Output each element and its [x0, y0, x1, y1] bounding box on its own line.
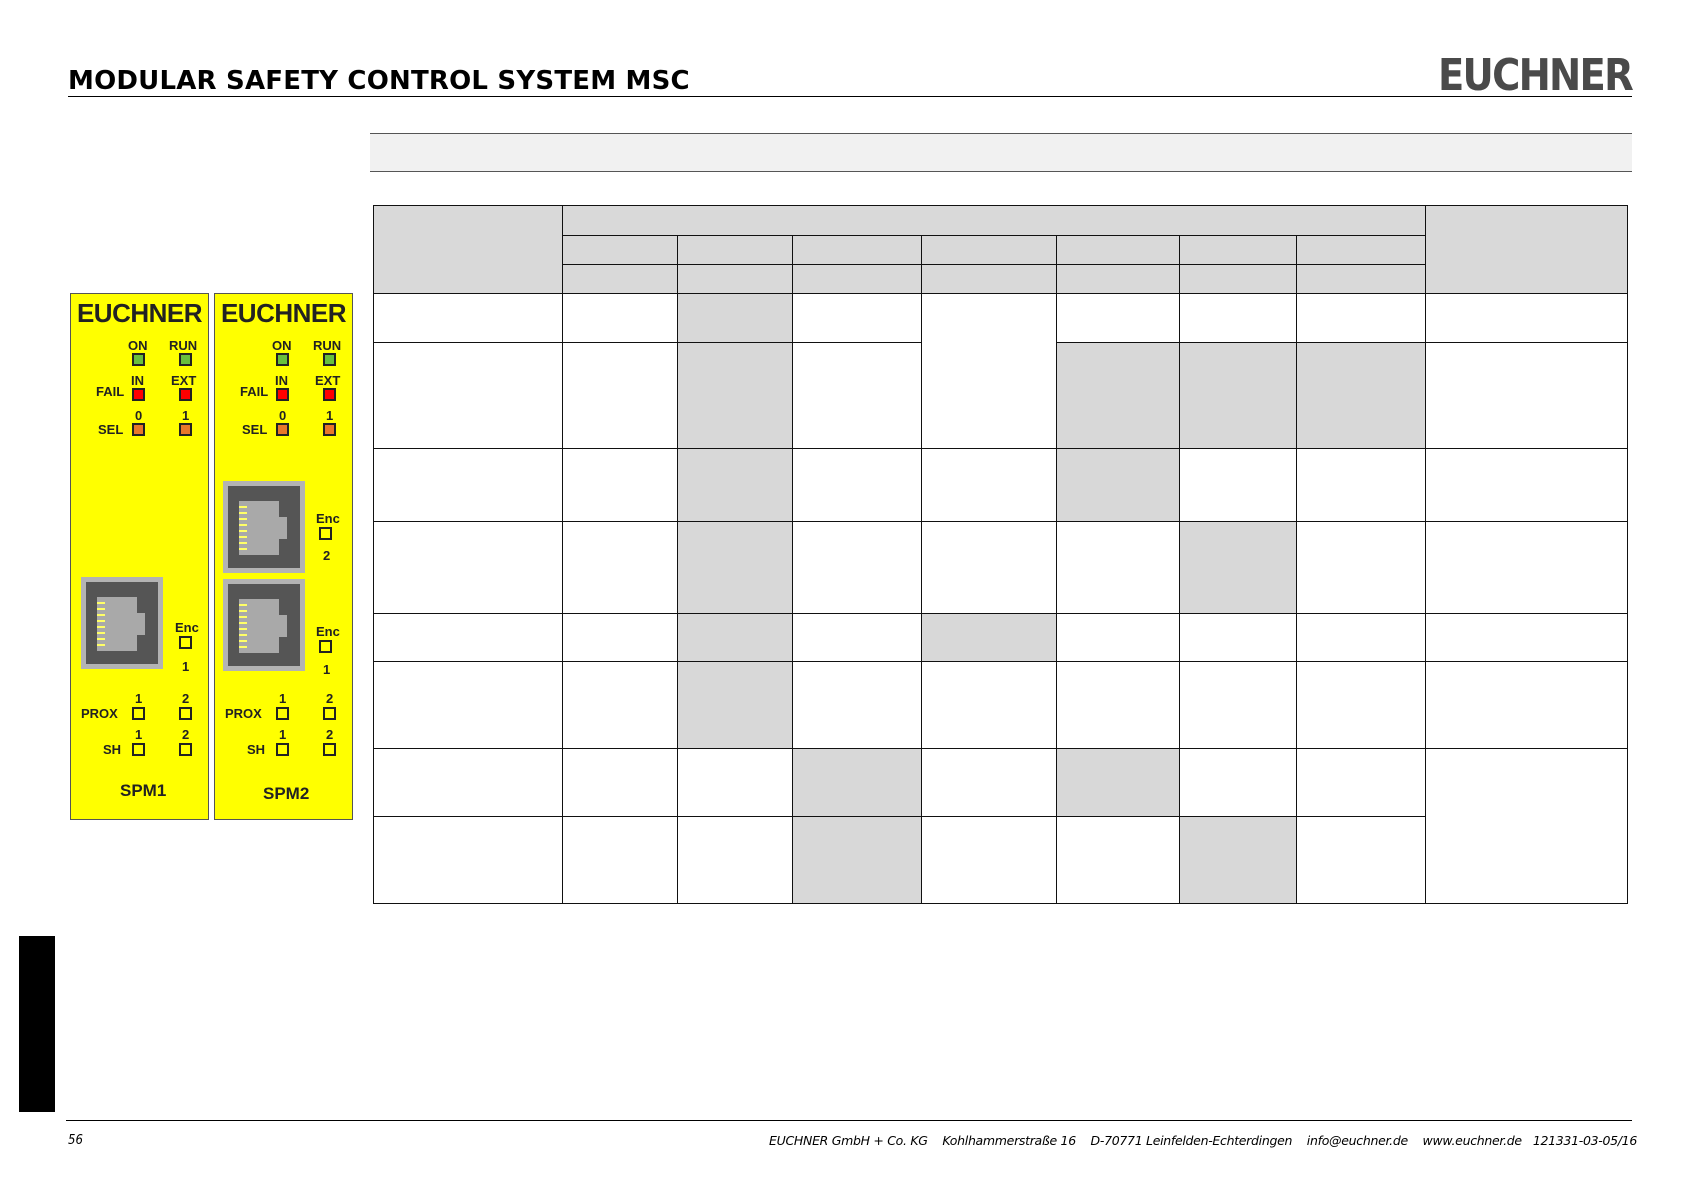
shaded-table-cell	[678, 662, 793, 749]
table-cell	[1180, 449, 1297, 522]
shaded-table-cell	[1180, 343, 1297, 449]
fail-label: FAIL	[96, 384, 125, 399]
table-cell	[678, 236, 793, 265]
prox1-led-icon	[276, 707, 289, 720]
table-cell	[374, 522, 563, 614]
table-cell	[563, 449, 678, 522]
ext-label: EXT	[171, 373, 197, 388]
enc2-label: Enc	[316, 511, 340, 526]
table-cell	[1297, 236, 1426, 265]
sel-label: SEL	[242, 422, 268, 437]
prox1-number-label: 1	[279, 691, 287, 706]
table-cell	[793, 522, 922, 614]
table-row	[374, 449, 1628, 522]
table-cell	[922, 662, 1057, 749]
table-row	[374, 749, 1628, 817]
shaded-table-cell	[678, 614, 793, 662]
table-cell	[1426, 522, 1628, 614]
table-cell	[374, 614, 563, 662]
table-cell	[1180, 236, 1297, 265]
shaded-table-cell	[1057, 749, 1180, 817]
table-header-cell	[563, 206, 1426, 236]
sel-label: SEL	[98, 422, 124, 437]
table-cell	[1057, 614, 1180, 662]
table-cell	[678, 749, 793, 817]
table-cell	[563, 662, 678, 749]
table-cell	[1180, 265, 1297, 294]
table-header-row	[374, 206, 1628, 236]
table-cell	[922, 449, 1057, 522]
sel1-led-icon	[323, 423, 336, 436]
run-led-icon	[179, 353, 192, 366]
spm2-module-panel	[214, 293, 353, 820]
table-row	[374, 614, 1628, 662]
table-cell	[922, 265, 1057, 294]
sh2-led-icon	[323, 743, 336, 756]
table-cell	[1180, 294, 1297, 343]
table-cell	[374, 749, 563, 817]
table-cell	[793, 614, 922, 662]
table-cell	[563, 236, 678, 265]
table-cell	[1297, 749, 1426, 817]
table-row	[374, 662, 1628, 749]
shaded-table-cell	[1180, 522, 1297, 614]
sh1-number-label: 1	[279, 727, 287, 742]
on-led-icon	[276, 353, 289, 366]
prox2-led-icon	[323, 707, 336, 720]
shaded-table-cell	[1180, 817, 1297, 904]
table-cell	[563, 614, 678, 662]
svg-text:EUCHNER: EUCHNER	[1438, 50, 1633, 101]
table-cell	[922, 749, 1057, 817]
table-cell	[678, 265, 793, 294]
table-cell	[1297, 817, 1426, 904]
module-brand: EUCHNER	[76, 298, 203, 328]
table-cell	[1426, 449, 1628, 522]
header-rule	[68, 96, 1632, 97]
table-cell	[922, 294, 1057, 449]
table-cell	[1057, 265, 1180, 294]
fail-label: FAIL	[240, 384, 269, 399]
led-status-table	[373, 205, 1628, 904]
table-cell	[1297, 522, 1426, 614]
table-cell	[922, 236, 1057, 265]
sh1-led-icon	[276, 743, 289, 756]
module-name: SPM1	[120, 781, 167, 800]
section-heading-bar	[370, 133, 1632, 172]
table-cell	[563, 749, 678, 817]
table-cell	[1057, 522, 1180, 614]
shaded-table-cell	[922, 614, 1057, 662]
prox2-number-label: 2	[326, 691, 334, 706]
table-cell	[1426, 662, 1628, 749]
table-cell	[793, 294, 922, 343]
ethernet-port-icon	[223, 579, 305, 671]
fail-in-led-icon	[132, 388, 145, 401]
run-label: RUN	[313, 338, 342, 353]
table-cell	[793, 265, 922, 294]
prox-label: PROX	[225, 706, 262, 721]
spm1-module-panel	[70, 293, 209, 820]
sel0-label: 0	[279, 408, 287, 423]
sh1-led-icon	[132, 743, 145, 756]
table-cell	[563, 817, 678, 904]
shaded-table-cell	[678, 343, 793, 449]
enc2-led-icon	[319, 527, 332, 540]
enc-number-label: 1	[182, 659, 190, 674]
sh2-number-label: 2	[182, 727, 190, 742]
table-cell	[374, 343, 563, 449]
table-cell	[374, 449, 563, 522]
shaded-table-cell	[1057, 343, 1180, 449]
shaded-table-cell	[678, 294, 793, 343]
table-cell	[1057, 817, 1180, 904]
sh-label: SH	[103, 742, 122, 757]
run-label: RUN	[169, 338, 198, 353]
fail-ext-led-icon	[323, 388, 336, 401]
prox-label: PROX	[81, 706, 118, 721]
table-cell	[1180, 749, 1297, 817]
page-number: 56	[68, 1133, 83, 1148]
shaded-table-cell	[1057, 449, 1180, 522]
table-cell	[1057, 236, 1180, 265]
prox1-number-label: 1	[135, 691, 143, 706]
table-cell	[374, 817, 563, 904]
table-cell	[793, 449, 922, 522]
table-cell	[1426, 614, 1628, 662]
shaded-table-cell	[793, 749, 922, 817]
euchner-logo	[1438, 48, 1633, 101]
shaded-table-cell	[678, 449, 793, 522]
document-title: MODULAR SAFETY CONTROL SYSTEM MSC	[68, 66, 690, 96]
sh-label: SH	[247, 742, 266, 757]
table-cell	[374, 294, 563, 343]
table-cell	[1297, 662, 1426, 749]
sel1-label: 1	[326, 408, 334, 423]
table-cell	[793, 662, 922, 749]
table-cell	[922, 522, 1057, 614]
enc-label: Enc	[175, 620, 199, 635]
enc-number-label: 1	[323, 662, 331, 677]
enc1-led-icon	[319, 640, 332, 653]
ext-label: EXT	[315, 373, 341, 388]
table-cell	[1297, 265, 1426, 294]
table-row	[374, 294, 1628, 343]
table-row	[374, 522, 1628, 614]
fail-in-led-icon	[276, 388, 289, 401]
table-cell	[678, 817, 793, 904]
table-cell	[1297, 614, 1426, 662]
module-brand: EUCHNER	[220, 298, 347, 328]
enc-label: Enc	[316, 624, 340, 639]
table-cell	[1180, 662, 1297, 749]
shaded-table-cell	[1297, 343, 1426, 449]
footer-rule	[66, 1120, 1632, 1121]
in-label: IN	[131, 373, 144, 388]
in-label: IN	[275, 373, 288, 388]
table-cell	[793, 343, 922, 449]
shaded-table-cell	[678, 522, 793, 614]
sel0-led-icon	[132, 423, 145, 436]
sel1-led-icon	[179, 423, 192, 436]
on-led-icon	[132, 353, 145, 366]
table-header-cell	[374, 206, 563, 294]
module-name: SPM2	[263, 784, 310, 803]
table-cell	[793, 236, 922, 265]
on-label: ON	[128, 338, 148, 353]
shaded-table-cell	[793, 817, 922, 904]
table-cell	[1426, 294, 1628, 343]
run-led-icon	[323, 353, 336, 366]
table-cell	[1297, 449, 1426, 522]
table-cell	[1426, 343, 1628, 449]
enc2-number-label: 2	[323, 548, 331, 563]
table-cell	[1297, 294, 1426, 343]
table-cell	[1057, 294, 1180, 343]
table-cell	[563, 294, 678, 343]
footer-company-info: EUCHNER GmbH + Co. KG Kohlhammerstraße 16 D-70771 Leinfelden-Echterdingen info@euchner.de www.euchner.de 121331-03-05/16	[769, 1133, 1637, 1148]
sh2-led-icon	[179, 743, 192, 756]
table-cell	[563, 265, 678, 294]
table-cell	[563, 522, 678, 614]
on-label: ON	[272, 338, 292, 353]
ethernet-port-icon	[81, 577, 163, 669]
side-tab-marker	[19, 936, 55, 1112]
table-cell	[922, 817, 1057, 904]
sh1-number-label: 1	[135, 727, 143, 742]
prox2-number-label: 2	[182, 691, 190, 706]
table-cell	[1180, 614, 1297, 662]
prox2-led-icon	[179, 707, 192, 720]
sel1-label: 1	[182, 408, 190, 423]
enc1-led-icon	[179, 636, 192, 649]
sh2-number-label: 2	[326, 727, 334, 742]
fail-ext-led-icon	[179, 388, 192, 401]
table-header-cell	[1426, 206, 1628, 294]
table-cell	[1426, 749, 1628, 904]
table-cell	[1057, 662, 1180, 749]
sel0-label: 0	[135, 408, 143, 423]
table-cell	[563, 343, 678, 449]
table-cell	[374, 662, 563, 749]
ethernet-port-icon	[223, 481, 305, 573]
sel0-led-icon	[276, 423, 289, 436]
prox1-led-icon	[132, 707, 145, 720]
